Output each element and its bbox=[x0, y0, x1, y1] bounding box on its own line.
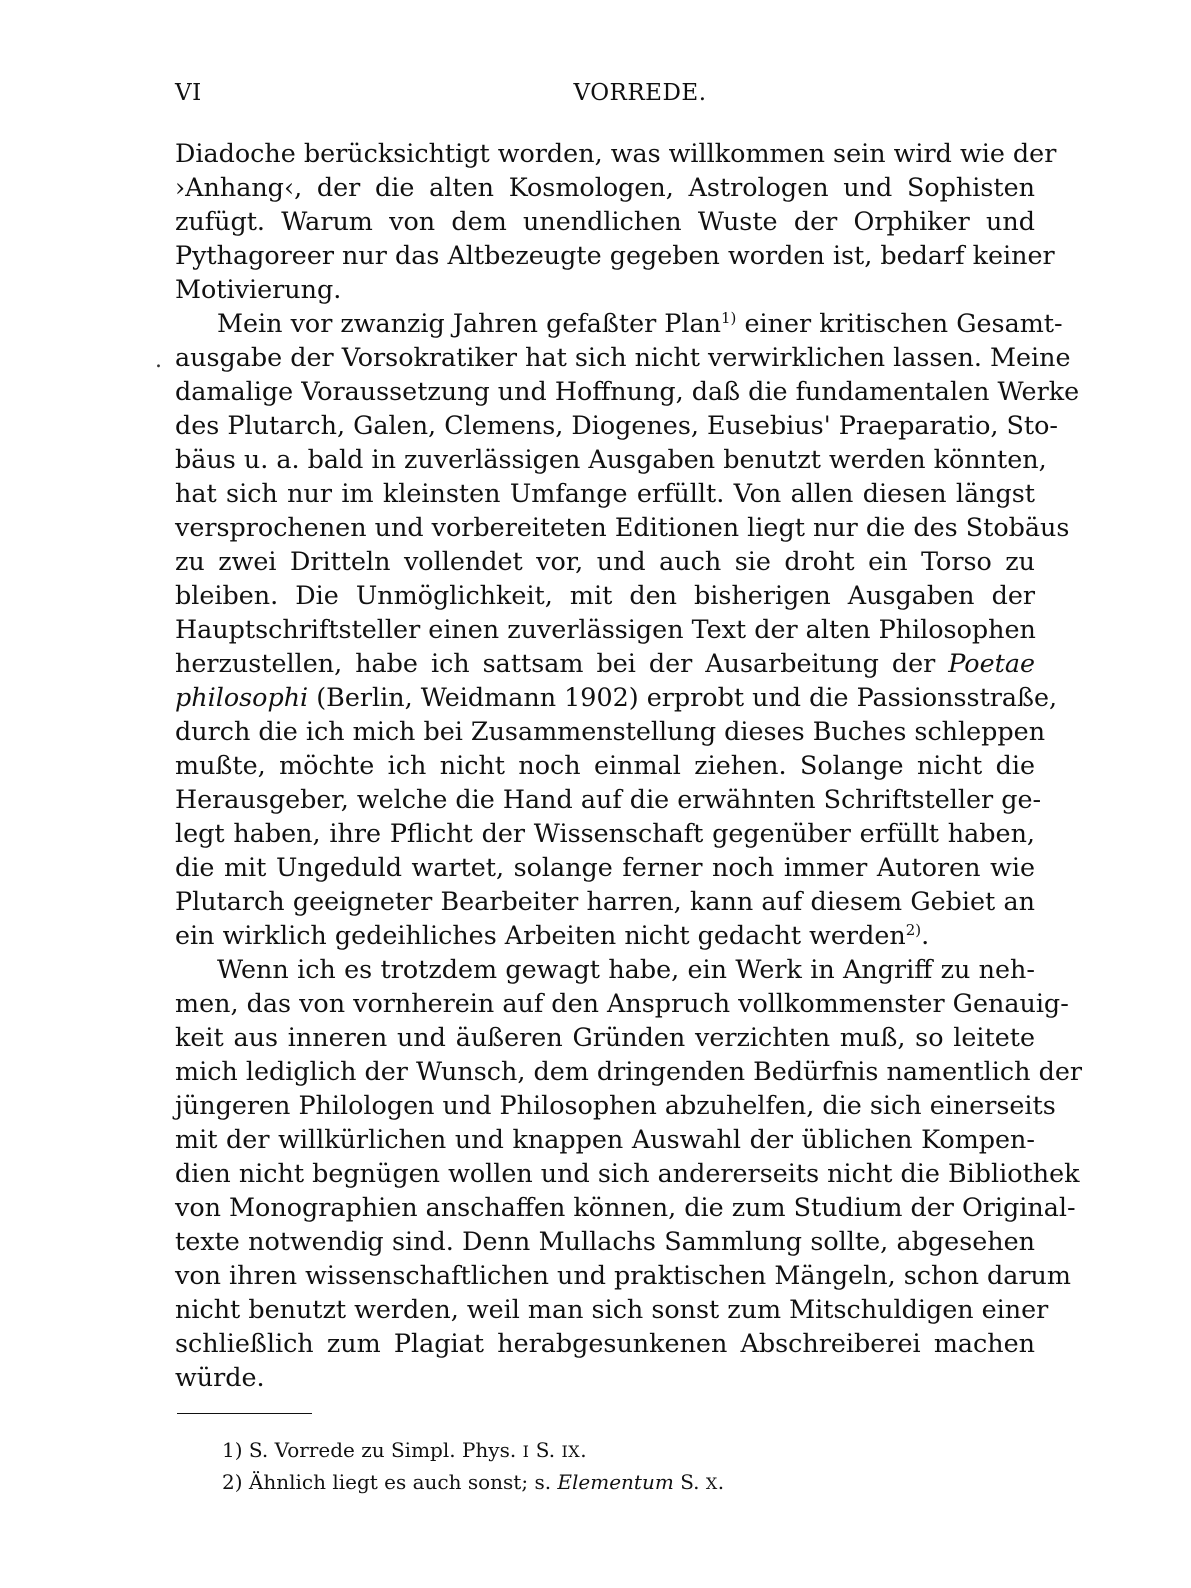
text-line: zufügt. Warum von dem unendlichen Wuste der Orphiker und bbox=[175, 206, 1035, 236]
text-line: Hauptschriftsteller einen zuverlässigen Text der alten Philosophen bbox=[175, 614, 1036, 644]
text-line: hat sich nur im kleinsten Umfange erfüllt. Von allen diesen längst bbox=[175, 478, 1035, 508]
italic-title: Poetae bbox=[948, 648, 1035, 678]
text-span: Mein vor zwanzig Jahren gefaßter Plan bbox=[217, 308, 721, 338]
text-line: Wenn ich es trotzdem gewagt habe, ein Werk in Angriff zu neh- bbox=[217, 954, 1035, 984]
paragraph-2 bbox=[175, 306, 1080, 952]
text-line: mußte, möchte ich nicht noch einmal ziehen. Solange nicht die bbox=[175, 750, 1035, 780]
text-line: zu zwei Dritteln vollendet vor, und auch sie droht ein Torso zu bbox=[175, 546, 1035, 576]
text-line: Plutarch geeigneter Bearbeiter harren, kann auf diesem Gebiet an bbox=[175, 886, 1035, 916]
footnote-page: IX bbox=[561, 1442, 581, 1461]
text-line: Motivierung. bbox=[175, 274, 342, 304]
text-line: jüngeren Philologen und Philosophen abzuhelfen, die sich einerseits bbox=[175, 1090, 1056, 1120]
text-line: ausgabe der Vorsokratiker hat sich nicht verwirklichen lassen. Meine bbox=[175, 342, 1071, 372]
footnote-text: Ähnlich liegt es auch sonst; s. bbox=[248, 1470, 552, 1494]
footnote-page: X bbox=[705, 1474, 718, 1493]
text-line: men, das von vornherein auf den Anspruch vollkommenster Genauig- bbox=[175, 988, 1069, 1018]
text-line: durch die ich mich bei Zusammenstellung dieses Buches schleppen bbox=[175, 716, 1046, 746]
text-line: bäus u. a. bald in zuverlässigen Ausgaben benutzt werden könnten, bbox=[175, 444, 1047, 474]
text-line: bleiben. Die Unmöglichkeit, mit den bisherigen Ausgaben der bbox=[175, 580, 1035, 610]
footnote-page-prefix: S. bbox=[680, 1470, 700, 1494]
page-number: VI bbox=[175, 80, 202, 106]
text-span: ein wirklich gedeihliches Arbeiten nicht gedacht werden bbox=[175, 920, 906, 950]
text-line bbox=[175, 680, 1058, 714]
text-line bbox=[175, 918, 1035, 952]
footnote-marker: 2) bbox=[222, 1470, 243, 1494]
text-span: (Berlin, Weidmann 1902) erprobt und die Passionsstraße, bbox=[308, 682, 1058, 712]
running-title: VORREDE. bbox=[573, 80, 707, 106]
text-line bbox=[175, 306, 1063, 340]
footnote-end: . bbox=[580, 1438, 587, 1462]
text-line: nicht benutzt werden, weil man sich sonst zum Mitschuldigen einer bbox=[175, 1294, 1049, 1324]
footnote-ref-2[interactable]: 2) bbox=[905, 921, 922, 939]
footnote-divider bbox=[177, 1413, 312, 1414]
text-line: Diadoche berücksichtigt worden, was willkommen sein wird wie der bbox=[175, 138, 1057, 168]
text-line bbox=[175, 646, 1035, 680]
footnote-text: S. Vorrede zu Simpl. Phys. bbox=[248, 1438, 517, 1462]
text-line: mich lediglich der Wunsch, dem dringenden Bedürfnis namentlich der bbox=[175, 1056, 1082, 1086]
text-line: würde. bbox=[175, 1362, 265, 1392]
footnote-volume: I bbox=[522, 1442, 530, 1461]
text-span: . bbox=[921, 920, 930, 950]
text-line: von Monographien anschaffen können, die zum Studium der Original- bbox=[175, 1192, 1076, 1222]
footnote-marker: 1) bbox=[222, 1438, 243, 1462]
running-head bbox=[175, 80, 1035, 114]
text-line: versprochenen und vorbereiteten Editionen liegt nur die des Stobäus bbox=[175, 512, 1070, 542]
paragraph-1 bbox=[175, 136, 1057, 306]
text-line: die mit Ungeduld wartet, solange ferner noch immer Autoren wie bbox=[175, 852, 1035, 882]
text-line: damalige Voraussetzung und Hoffnung, daß die fundamentalen Werke bbox=[175, 376, 1080, 406]
paragraph-3 bbox=[175, 952, 1082, 1394]
footnotes bbox=[222, 1435, 1022, 1499]
footnote-2 bbox=[222, 1467, 1022, 1499]
text-line: schließlich zum Plagiat herabgesunkenen Abschreiberei machen bbox=[175, 1328, 1035, 1358]
stray-mark: . bbox=[155, 348, 162, 373]
footnote-page-prefix: S. bbox=[535, 1438, 556, 1462]
text-line: Herausgeber, welche die Hand auf die erwähnten Schriftsteller ge- bbox=[175, 784, 1042, 814]
text-span: herzustellen, habe ich sattsam bei der Ausarbeitung der bbox=[175, 648, 936, 678]
body-text bbox=[175, 136, 1082, 1394]
footnote-end: . bbox=[717, 1470, 725, 1494]
text-line: keit aus inneren und äußeren Gründen verzichten muß, so leitete bbox=[175, 1022, 1035, 1052]
text-line: des Plutarch, Galen, Clemens, Diogenes, Eusebius' Praeparatio, Sto- bbox=[175, 410, 1059, 440]
text-line: von ihren wissenschaftlichen und praktischen Mängeln, schon darum bbox=[175, 1260, 1071, 1290]
text-line: mit der willkürlichen und knappen Auswahl der üblichen Kompen- bbox=[175, 1124, 1035, 1154]
text-line: texte notwendig sind. Denn Mullachs Sammlung sollte, abgesehen bbox=[175, 1226, 1035, 1256]
text-line: ›Anhang‹, der die alten Kosmologen, Astrologen und Sophisten bbox=[175, 172, 1035, 202]
italic-title: philosophi bbox=[175, 682, 309, 712]
text-line: dien nicht begnügen wollen und sich andererseits nicht die Bibliothek bbox=[175, 1158, 1080, 1188]
text-span: einer kritischen Gesamt- bbox=[736, 308, 1063, 338]
text-line: legt haben, ihre Pflicht der Wissenschaft gegenüber erfüllt haben, bbox=[175, 818, 1035, 848]
text-line: Pythagoreer nur das Altbezeugte gegeben worden ist, bedarf keiner bbox=[175, 240, 1055, 270]
footnote-ref-italic: Elementum bbox=[557, 1470, 674, 1494]
footnote-1 bbox=[222, 1435, 1022, 1467]
footnote-ref-1[interactable]: 1) bbox=[721, 309, 737, 327]
